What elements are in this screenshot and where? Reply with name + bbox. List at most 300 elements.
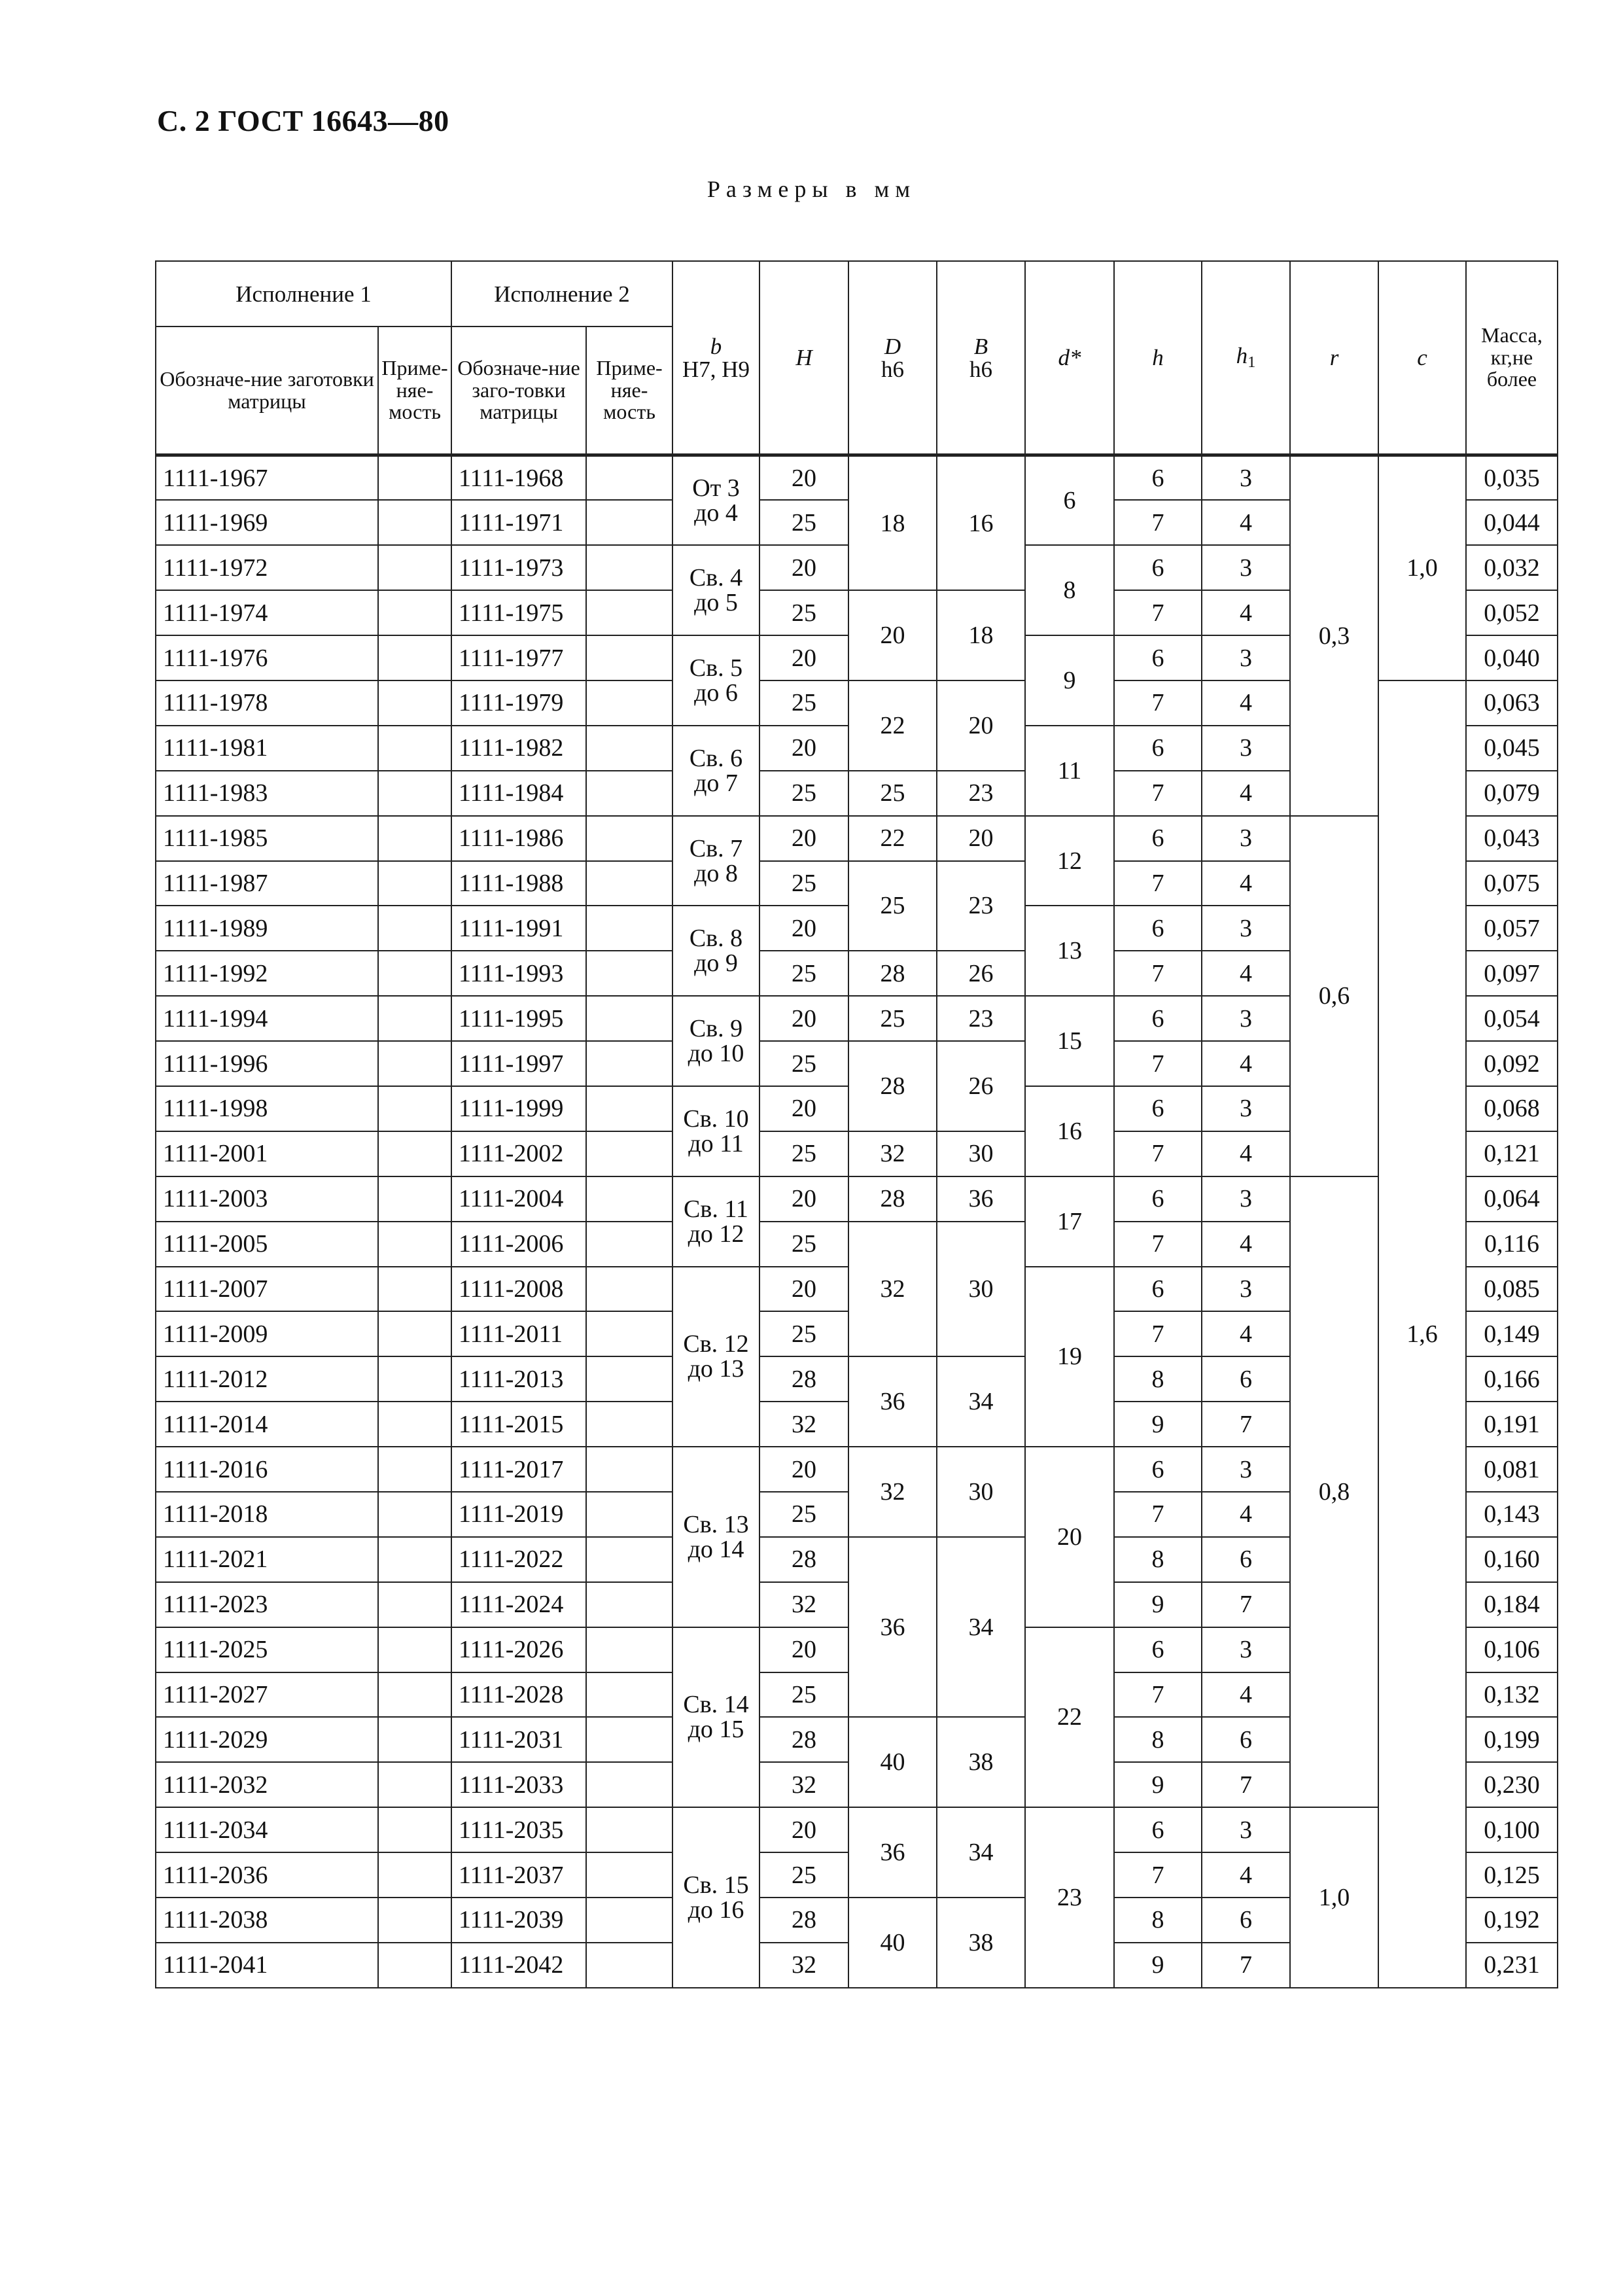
H-cell: 25: [759, 1222, 848, 1267]
applicability-1-cell: [378, 726, 451, 771]
b-range-cell: [672, 1176, 759, 1267]
applicability-2-cell: [586, 1852, 672, 1898]
d-cell: 6: [1025, 455, 1114, 546]
H-cell: 32: [759, 1402, 848, 1447]
b-range-from: Св. 8: [689, 925, 743, 953]
designation-2-cell: 1111-1968: [451, 455, 586, 501]
h1-cell: 6: [1202, 1537, 1290, 1582]
applicability-2-cell: [586, 951, 672, 996]
applicability-2-cell: [586, 1267, 672, 1312]
h1-cell: 4: [1202, 1131, 1290, 1176]
d-cell: 8: [1025, 545, 1114, 635]
D-cell: 18: [848, 455, 937, 591]
h-cell: 7: [1114, 951, 1202, 996]
B-cell: 23: [937, 996, 1025, 1041]
b-range-to: до 4: [694, 499, 738, 527]
designation-2-cell: 1111-1982: [451, 726, 586, 771]
h1-cell: 3: [1202, 906, 1290, 951]
D-cell: 36: [848, 1356, 937, 1447]
H-cell: 25: [759, 1131, 848, 1176]
applicability-2-cell: [586, 1807, 672, 1852]
designation-2-cell: 1111-2028: [451, 1672, 586, 1718]
b-range-cell: [672, 635, 759, 726]
designation-2-cell: 1111-1988: [451, 861, 586, 906]
header-b: [672, 261, 759, 455]
applicability-1-cell: [378, 1627, 451, 1672]
applicability-1-cell: [378, 1537, 451, 1582]
applicability-1-cell: [378, 1222, 451, 1267]
designation-2-cell: 1111-1973: [451, 545, 586, 590]
applicability-1-cell: [378, 816, 451, 861]
D-cell: 28: [848, 951, 937, 996]
h1-cell: 4: [1202, 680, 1290, 726]
applicability-1-cell: [378, 1447, 451, 1492]
header-mass: Масса, кг,не более: [1466, 261, 1558, 455]
D-cell: 25: [848, 861, 937, 951]
applicability-1-cell: [378, 906, 451, 951]
h-cell: 6: [1114, 726, 1202, 771]
applicability-2-cell: [586, 1537, 672, 1582]
header-b-symbol: b: [710, 333, 722, 359]
H-cell: 20: [759, 1807, 848, 1852]
applicability-2-cell: [586, 1672, 672, 1718]
h-cell: 6: [1114, 906, 1202, 951]
h1-cell: 4: [1202, 1852, 1290, 1898]
header-D: [848, 261, 937, 455]
mass-cell: 0,143: [1466, 1492, 1558, 1537]
H-cell: 28: [759, 1537, 848, 1582]
mass-cell: 0,116: [1466, 1222, 1558, 1267]
header-r: [1290, 261, 1378, 455]
mass-cell: 0,085: [1466, 1267, 1558, 1312]
header-execution-2: Исполнение 2: [451, 261, 672, 327]
mass-cell: 0,231: [1466, 1943, 1558, 1988]
b-range-to: до 13: [688, 1355, 744, 1383]
h-cell: 7: [1114, 590, 1202, 635]
applicability-2-cell: [586, 861, 672, 906]
mass-cell: 0,045: [1466, 726, 1558, 771]
b-range-from: Св. 6: [689, 744, 743, 772]
applicability-1-cell: [378, 1176, 451, 1222]
h-cell: 6: [1114, 1086, 1202, 1131]
dimensions-table-wrap: [155, 260, 1543, 1988]
H-cell: 25: [759, 680, 848, 726]
mass-cell: 0,125: [1466, 1852, 1558, 1898]
mass-cell: 0,192: [1466, 1898, 1558, 1943]
H-cell: 25: [759, 1041, 848, 1086]
h1-cell: 4: [1202, 951, 1290, 996]
B-cell: 20: [937, 680, 1025, 771]
h1-cell: 7: [1202, 1943, 1290, 1988]
designation-2-cell: 1111-2026: [451, 1627, 586, 1672]
h1-cell: 4: [1202, 771, 1290, 816]
mass-cell: 0,068: [1466, 1086, 1558, 1131]
b-range-from: Св. 10: [683, 1104, 749, 1133]
header-B-tolerance: h6: [969, 356, 992, 382]
applicability-1-cell: [378, 861, 451, 906]
dimensions-table: [155, 260, 1558, 1988]
designation-2-cell: 1111-1999: [451, 1086, 586, 1131]
designation-2-cell: 1111-2006: [451, 1222, 586, 1267]
designation-1-cell: 1111-1994: [156, 996, 378, 1041]
applicability-2-cell: [586, 500, 672, 545]
mass-cell: 0,166: [1466, 1356, 1558, 1402]
B-cell: 23: [937, 861, 1025, 951]
designation-2-cell: 1111-1984: [451, 771, 586, 816]
r-cell: 1,0: [1290, 1807, 1378, 1988]
D-cell: 22: [848, 816, 937, 861]
b-range-cell: [672, 455, 759, 546]
header-h1-subscript: 1: [1248, 353, 1256, 372]
applicability-2-cell: [586, 1356, 672, 1402]
designation-1-cell: 1111-1992: [156, 951, 378, 996]
designation-1-cell: 1111-2034: [156, 1807, 378, 1852]
mass-cell: 0,043: [1466, 816, 1558, 861]
applicability-1-cell: [378, 1086, 451, 1131]
applicability-1-cell: [378, 1717, 451, 1762]
D-cell: 25: [848, 771, 937, 816]
designation-2-cell: 1111-1993: [451, 951, 586, 996]
h-cell: 7: [1114, 1672, 1202, 1718]
b-range-cell: [672, 906, 759, 996]
r-cell: 0,8: [1290, 1176, 1378, 1807]
h1-cell: 7: [1202, 1402, 1290, 1447]
applicability-1-cell: [378, 1807, 451, 1852]
B-cell: 18: [937, 590, 1025, 680]
designation-2-cell: 1111-2017: [451, 1447, 586, 1492]
mass-cell: 0,092: [1466, 1041, 1558, 1086]
table-body: [156, 455, 1558, 1988]
b-range-from: Св. 9: [689, 1015, 743, 1043]
B-cell: 26: [937, 951, 1025, 996]
h1-cell: 4: [1202, 500, 1290, 545]
h-cell: 6: [1114, 455, 1202, 501]
B-cell: 36: [937, 1176, 1025, 1222]
h1-cell: 3: [1202, 1627, 1290, 1672]
h-cell: 9: [1114, 1402, 1202, 1447]
applicability-2-cell: [586, 726, 672, 771]
header-H-symbol: H: [795, 345, 812, 370]
b-range-cell: [672, 816, 759, 906]
applicability-1-cell: [378, 1402, 451, 1447]
h-cell: 6: [1114, 816, 1202, 861]
H-cell: 25: [759, 951, 848, 996]
applicability-2-cell: [586, 996, 672, 1041]
h-cell: 7: [1114, 771, 1202, 816]
designation-2-cell: 1111-2011: [451, 1311, 586, 1356]
mass-cell: 0,032: [1466, 545, 1558, 590]
h1-cell: 6: [1202, 1717, 1290, 1762]
b-range-cell: [672, 726, 759, 816]
applicability-1-cell: [378, 1492, 451, 1537]
H-cell: 32: [759, 1943, 848, 1988]
B-cell: 30: [937, 1131, 1025, 1176]
designation-2-cell: 1111-2037: [451, 1852, 586, 1898]
h-cell: 7: [1114, 1222, 1202, 1267]
designation-1-cell: 1111-2009: [156, 1311, 378, 1356]
d-cell: 13: [1025, 906, 1114, 996]
designation-1-cell: 1111-2001: [156, 1131, 378, 1176]
table-caption: Размеры в мм: [707, 176, 916, 202]
designation-1-cell: 1111-1985: [156, 816, 378, 861]
header-B: [937, 261, 1025, 455]
h-cell: 7: [1114, 1492, 1202, 1537]
b-range-to: до 12: [688, 1220, 744, 1248]
designation-1-cell: 1111-2027: [156, 1672, 378, 1718]
designation-1-cell: 1111-2038: [156, 1898, 378, 1943]
applicability-2-cell: [586, 906, 672, 951]
designation-1-cell: 1111-2041: [156, 1943, 378, 1988]
d-cell: 12: [1025, 816, 1114, 906]
D-cell: 40: [848, 1898, 937, 1988]
H-cell: 20: [759, 906, 848, 951]
H-cell: 25: [759, 771, 848, 816]
designation-2-cell: 1111-1975: [451, 590, 586, 635]
applicability-1-cell: [378, 1852, 451, 1898]
h1-cell: 4: [1202, 1492, 1290, 1537]
D-cell: 36: [848, 1537, 937, 1718]
header-applicability-2: Приме-няе-мость: [586, 327, 672, 455]
b-range-to: до 6: [694, 679, 738, 707]
h-cell: 7: [1114, 1311, 1202, 1356]
mass-cell: 0,054: [1466, 996, 1558, 1041]
H-cell: 25: [759, 500, 848, 545]
designation-1-cell: 1111-2016: [156, 1447, 378, 1492]
h1-cell: 3: [1202, 816, 1290, 861]
mass-cell: 0,063: [1466, 680, 1558, 726]
h1-cell: 3: [1202, 455, 1290, 501]
mass-cell: 0,191: [1466, 1402, 1558, 1447]
H-cell: 20: [759, 1176, 848, 1222]
designation-1-cell: 1111-1967: [156, 455, 378, 501]
applicability-1-cell: [378, 590, 451, 635]
applicability-1-cell: [378, 996, 451, 1041]
applicability-2-cell: [586, 1222, 672, 1267]
table-row: [156, 1807, 1558, 1852]
header-h-symbol: h: [1152, 345, 1164, 370]
h-cell: 6: [1114, 1176, 1202, 1222]
D-cell: 32: [848, 1222, 937, 1357]
h1-cell: 3: [1202, 1176, 1290, 1222]
designation-1-cell: 1111-1996: [156, 1041, 378, 1086]
applicability-1-cell: [378, 1041, 451, 1086]
b-range-to: до 5: [694, 589, 738, 617]
designation-2-cell: 1111-2004: [451, 1176, 586, 1222]
H-cell: 25: [759, 1852, 848, 1898]
H-cell: 25: [759, 1672, 848, 1718]
header-H: [759, 261, 848, 455]
D-cell: 22: [848, 680, 937, 771]
B-cell: 23: [937, 771, 1025, 816]
mass-cell: 0,199: [1466, 1717, 1558, 1762]
d-cell: 22: [1025, 1627, 1114, 1808]
header-d-symbol: d*: [1058, 345, 1081, 370]
designation-1-cell: 1111-2007: [156, 1267, 378, 1312]
applicability-2-cell: [586, 1447, 672, 1492]
designation-2-cell: 1111-2035: [451, 1807, 586, 1852]
designation-2-cell: 1111-2024: [451, 1582, 586, 1627]
header-h1-symbol: h: [1236, 343, 1248, 369]
h1-cell: 3: [1202, 635, 1290, 680]
H-cell: 20: [759, 1267, 848, 1312]
header-h: [1114, 261, 1202, 455]
designation-2-cell: 1111-2042: [451, 1943, 586, 1988]
h1-cell: 3: [1202, 996, 1290, 1041]
mass-cell: 0,184: [1466, 1582, 1558, 1627]
c-cell: 1,0: [1378, 455, 1466, 680]
h-cell: 6: [1114, 545, 1202, 590]
D-cell: 28: [848, 1176, 937, 1222]
B-cell: 30: [937, 1447, 1025, 1537]
h1-cell: 3: [1202, 1086, 1290, 1131]
designation-1-cell: 1111-1989: [156, 906, 378, 951]
mass-cell: 0,079: [1466, 771, 1558, 816]
designation-2-cell: 1111-2019: [451, 1492, 586, 1537]
B-cell: 30: [937, 1222, 1025, 1357]
H-cell: 25: [759, 590, 848, 635]
b-range-cell: [672, 1086, 759, 1176]
mass-cell: 0,132: [1466, 1672, 1558, 1718]
header-applicability-1: Приме-няе-мость: [378, 327, 451, 455]
h1-cell: 4: [1202, 590, 1290, 635]
b-range-to: до 14: [688, 1535, 744, 1563]
b-range-from: Св. 7: [689, 834, 743, 862]
designation-2-cell: 1111-1991: [451, 906, 586, 951]
designation-1-cell: 1111-2036: [156, 1852, 378, 1898]
mass-cell: 0,044: [1466, 500, 1558, 545]
H-cell: 20: [759, 1447, 848, 1492]
mass-cell: 0,081: [1466, 1447, 1558, 1492]
mass-cell: 0,100: [1466, 1807, 1558, 1852]
designation-2-cell: 1111-1997: [451, 1041, 586, 1086]
b-range-cell: [672, 1447, 759, 1627]
applicability-2-cell: [586, 1492, 672, 1537]
designation-2-cell: 1111-2022: [451, 1537, 586, 1582]
designation-1-cell: 1111-2014: [156, 1402, 378, 1447]
applicability-1-cell: [378, 1267, 451, 1312]
h-cell: 7: [1114, 1041, 1202, 1086]
designation-2-cell: 1111-2015: [451, 1402, 586, 1447]
applicability-2-cell: [586, 680, 672, 726]
b-range-from: От 3: [692, 474, 740, 503]
h-cell: 8: [1114, 1717, 1202, 1762]
header-d: [1025, 261, 1114, 455]
h-cell: 6: [1114, 1807, 1202, 1852]
designation-1-cell: 1111-2023: [156, 1582, 378, 1627]
designation-2-cell: 1111-2031: [451, 1717, 586, 1762]
page-header: С. 2 ГОСТ 16643—80: [157, 104, 449, 137]
H-cell: 28: [759, 1898, 848, 1943]
b-range-to: до 11: [688, 1129, 744, 1157]
h1-cell: 4: [1202, 1041, 1290, 1086]
designation-2-cell: 1111-2013: [451, 1356, 586, 1402]
applicability-2-cell: [586, 635, 672, 680]
H-cell: 25: [759, 1311, 848, 1356]
b-range-from: Св. 11: [684, 1195, 748, 1223]
h1-cell: 3: [1202, 1447, 1290, 1492]
header-designation-2: Обозначе-ние заго-товки матрицы: [451, 327, 586, 455]
h-cell: 8: [1114, 1356, 1202, 1402]
d-cell: 19: [1025, 1267, 1114, 1447]
designation-1-cell: 1111-2021: [156, 1537, 378, 1582]
B-cell: 34: [937, 1807, 1025, 1898]
table-row: [156, 816, 1558, 861]
b-range-from: Св. 4: [689, 564, 743, 592]
b-range-from: Св. 15: [683, 1871, 749, 1899]
h-cell: 8: [1114, 1537, 1202, 1582]
applicability-2-cell: [586, 590, 672, 635]
applicability-1-cell: [378, 500, 451, 545]
applicability-1-cell: [378, 680, 451, 726]
mass-cell: 0,097: [1466, 951, 1558, 996]
designation-1-cell: 1111-2018: [156, 1492, 378, 1537]
h-cell: 6: [1114, 1447, 1202, 1492]
H-cell: 28: [759, 1356, 848, 1402]
b-range-from: Св. 5: [689, 654, 743, 682]
D-cell: 28: [848, 1041, 937, 1131]
mass-cell: 0,106: [1466, 1627, 1558, 1672]
H-cell: 25: [759, 861, 848, 906]
applicability-2-cell: [586, 1041, 672, 1086]
designation-2-cell: 1111-2002: [451, 1131, 586, 1176]
h1-cell: 3: [1202, 726, 1290, 771]
mass-cell: 0,075: [1466, 861, 1558, 906]
mass-cell: 0,149: [1466, 1311, 1558, 1356]
h1-cell: 3: [1202, 545, 1290, 590]
B-cell: 16: [937, 455, 1025, 591]
applicability-2-cell: [586, 1402, 672, 1447]
mass-cell: 0,035: [1466, 455, 1558, 501]
mass-cell: 0,052: [1466, 590, 1558, 635]
mass-cell: 0,160: [1466, 1537, 1558, 1582]
h-cell: 6: [1114, 1267, 1202, 1312]
applicability-1-cell: [378, 455, 451, 501]
header-h1: [1202, 261, 1290, 455]
applicability-1-cell: [378, 1582, 451, 1627]
d-cell: 15: [1025, 996, 1114, 1086]
r-cell: 0,6: [1290, 816, 1378, 1176]
D-cell: 40: [848, 1717, 937, 1807]
designation-1-cell: 1111-2025: [156, 1627, 378, 1672]
table-row: [156, 1176, 1558, 1222]
applicability-1-cell: [378, 1311, 451, 1356]
d-cell: 16: [1025, 1086, 1114, 1176]
b-range-to: до 16: [688, 1896, 744, 1924]
designation-1-cell: 1111-1978: [156, 680, 378, 726]
designation-2-cell: 1111-1971: [451, 500, 586, 545]
b-range-from: Св. 14: [683, 1691, 749, 1719]
h1-cell: 7: [1202, 1762, 1290, 1807]
b-range-to: до 15: [688, 1716, 744, 1744]
h-cell: 7: [1114, 1852, 1202, 1898]
header-execution-1: Исполнение 1: [156, 261, 451, 327]
designation-1-cell: 1111-2032: [156, 1762, 378, 1807]
header-c: [1378, 261, 1466, 455]
h1-cell: 6: [1202, 1356, 1290, 1402]
mass-cell: 0,057: [1466, 906, 1558, 951]
applicability-2-cell: [586, 816, 672, 861]
header-c-symbol: c: [1417, 345, 1427, 370]
h-cell: 9: [1114, 1582, 1202, 1627]
applicability-2-cell: [586, 545, 672, 590]
designation-1-cell: 1111-2003: [156, 1176, 378, 1222]
d-cell: 9: [1025, 635, 1114, 726]
applicability-2-cell: [586, 1717, 672, 1762]
H-cell: 20: [759, 635, 848, 680]
table-row: [156, 455, 1558, 501]
designation-2-cell: 1111-1979: [451, 680, 586, 726]
h-cell: 8: [1114, 1898, 1202, 1943]
